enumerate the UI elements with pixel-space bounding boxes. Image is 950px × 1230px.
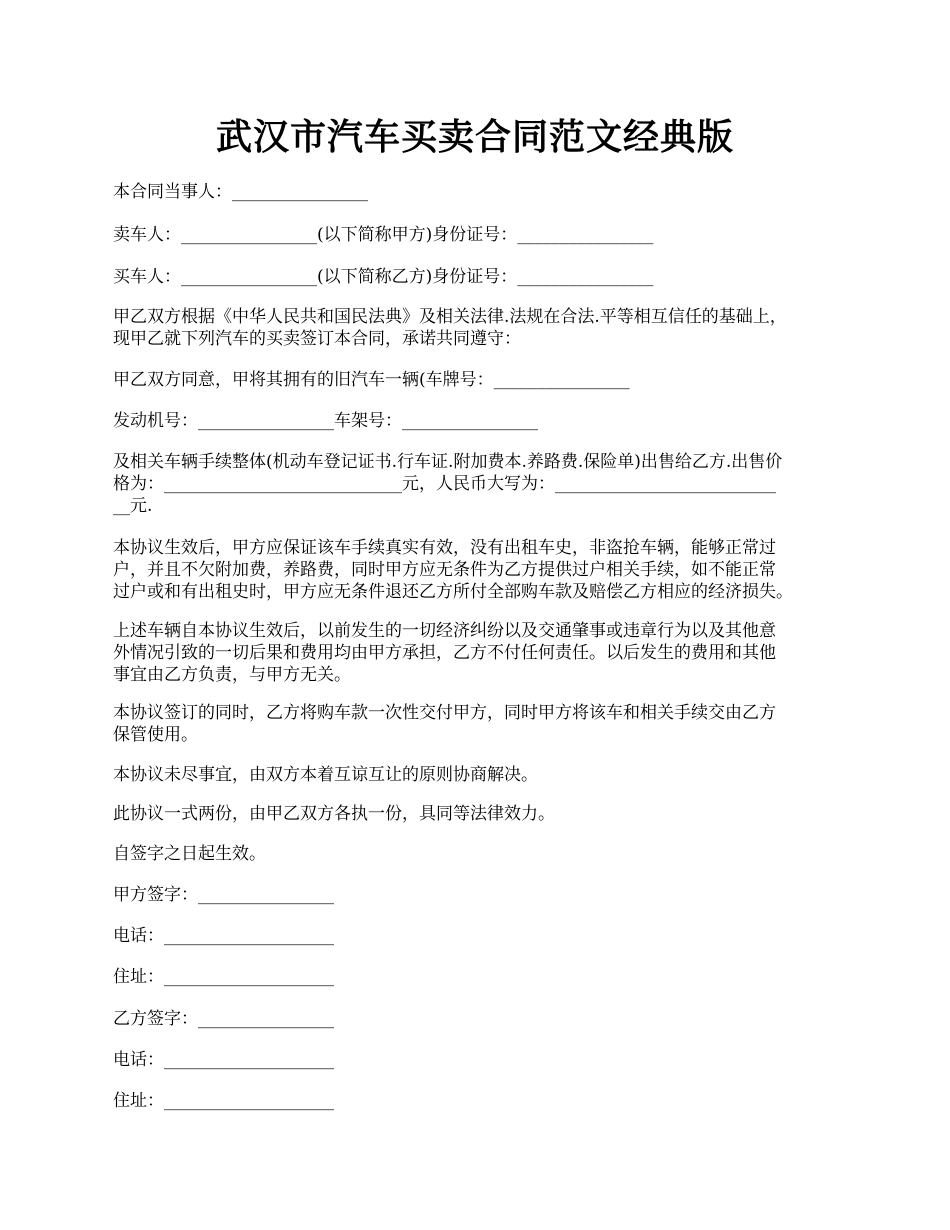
paragraph-buyer	[113, 266, 853, 288]
address-party-b	[113, 1090, 853, 1112]
paragraph-liability	[113, 620, 853, 686]
paragraph-line: 户，并且不欠附加费，养路费，同时甲方应无条件为乙方提供过户相关手续，如不能正常	[113, 560, 776, 580]
signature-party-a	[113, 884, 853, 906]
paragraph-line: 格为：____________________________元，人民币大写为：__________________________	[113, 474, 776, 494]
paragraph-line: 买车人：________________(以下简称乙方)身份证号：________________	[113, 267, 654, 287]
paragraph-warranty	[113, 537, 853, 603]
paragraph-seller	[113, 224, 853, 246]
paragraph-line: 住址：____________________	[113, 1091, 334, 1111]
paragraph-line: 电话：____________________	[113, 926, 334, 946]
paragraph-line: 上述车辆自本协议生效后，以前发生的一切经济纠纷以及交通肇事或违章行为以及其他意	[113, 621, 776, 641]
paragraph-line: 保管使用。	[113, 725, 198, 745]
paragraph-line: 外情况引致的一切后果和费用均由甲方承担，乙方不付任何责任。以后发生的费用和其他	[113, 643, 776, 663]
paragraph-plate	[113, 369, 853, 391]
paragraph-copies	[113, 803, 853, 825]
document-title: 武汉市汽车买卖合同范文经典版	[215, 116, 734, 158]
phone-party-a	[113, 925, 853, 947]
paragraph-line: 乙方签字：________________	[113, 1009, 334, 1029]
paragraph-line: 本协议生效后，甲方应保证该车手续真实有效，没有出租车史，非盗抢车辆，能够正常过	[113, 538, 776, 558]
paragraph-line: 及相关车辆手续整体(机动车登记证书.行车证.附加费本.养路费.保险单)出售给乙方.出售价	[113, 452, 783, 472]
paragraph-line: 本合同当事人：________________	[113, 182, 368, 202]
paragraph-line: __元.	[113, 496, 153, 516]
paragraph-line: 事宜由乙方负责，与甲方无关。	[113, 665, 351, 685]
paragraph-line: 现甲乙就下列汽车的买卖签订本合同，承诺共同遵守：	[113, 329, 521, 349]
paragraph-engine	[113, 410, 853, 432]
phone-party-b	[113, 1049, 853, 1071]
paragraph-line: 发动机号：________________车架号：________________	[113, 411, 538, 431]
paragraph-line: 本协议未尽事宜，由双方本着互谅互让的原则协商解决。	[113, 765, 538, 785]
address-party-a	[113, 966, 853, 988]
paragraph-unresolved	[113, 764, 853, 786]
paragraph-line: 住址：____________________	[113, 967, 334, 987]
paragraph-parties	[113, 181, 853, 203]
paragraph-payment	[113, 702, 853, 746]
paragraph-line: 甲方签字：________________	[113, 885, 334, 905]
paragraph-line: 甲乙双方同意，甲将其拥有的旧汽车一辆(车牌号：________________	[113, 370, 630, 390]
paragraph-line: 电话：____________________	[113, 1050, 334, 1070]
paragraph-effective	[113, 843, 853, 865]
signature-party-b	[113, 1008, 853, 1030]
paragraph-line: 甲乙双方根据《中华人民共和国民法典》及相关法律.法规在合法.平等相互信任的基础上，	[113, 307, 787, 327]
paragraph-line: 自签字之日起生效。	[113, 844, 266, 864]
paragraph-preamble	[113, 306, 853, 350]
paragraph-price	[113, 451, 853, 517]
paragraph-line: 卖车人：________________(以下简称甲方)身份证号：________________	[113, 225, 654, 245]
paragraph-line: 此协议一式两份，由甲乙双方各执一份，具同等法律效力。	[113, 804, 555, 824]
paragraph-line: 过户或和有出租史时，甲方应无条件退还乙方所付全部购车款及赔偿乙方相应的经济损失。	[113, 582, 793, 602]
paragraph-line: 本协议签订的同时，乙方将购车款一次性交付甲方，同时甲方将该车和相关手续交由乙方	[113, 703, 776, 723]
